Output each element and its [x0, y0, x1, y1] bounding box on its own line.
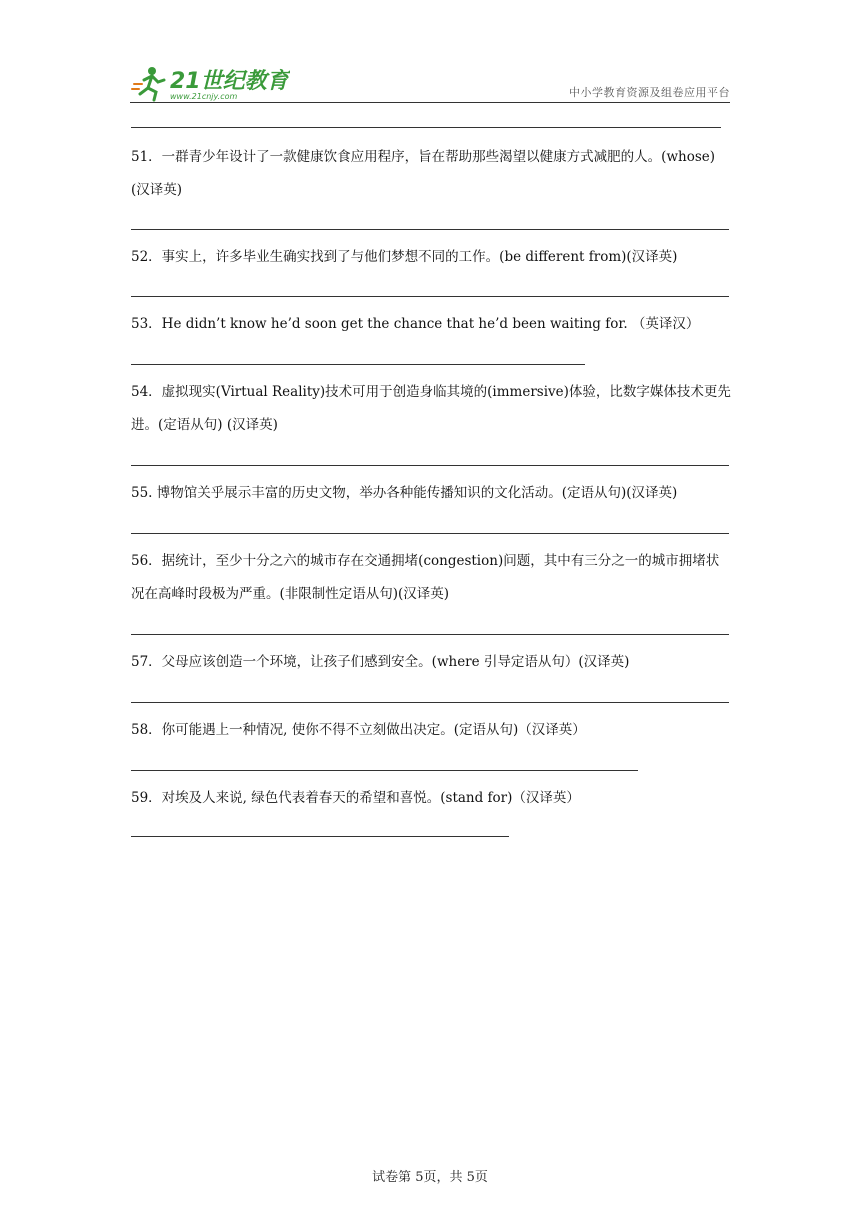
page-header [130, 62, 730, 104]
question-59: 59．对埃及人来说, 绿色代表着春天的希望和喜悦。(stand for)（汉译英） [131, 790, 580, 806]
question-54: 54．虚拟现实(Virtual Reality)技术可用于创造身临其境的(immersive)体验，比数字媒体技术更先进。(定语从句) (汉译英) [131, 384, 731, 433]
answer-line [131, 836, 509, 837]
question-53: 53．He didn’t know he’d soon get the chance that he’d been waiting for. （英译汉） [131, 316, 700, 332]
answer-line [131, 364, 585, 365]
question-58: 58．你可能遇上一种情况, 使你不得不立刻做出决定。(定语从句)（汉译英） [131, 722, 586, 738]
question-51: 51．一群青少年设计了一款健康饮食应用程序，旨在帮助那些渴望以健康方式减肥的人。(whose)(汉译英) [131, 149, 716, 198]
answer-line [131, 229, 729, 230]
platform-name: 中小学教育资源及组卷应用平台 [569, 86, 730, 99]
answer-line [131, 533, 729, 534]
logo-text: 21世纪教育 [170, 69, 289, 94]
logo-url: www.21cnjy.com [170, 92, 238, 101]
answer-line [131, 465, 729, 466]
answer-line [131, 634, 729, 635]
question-57: 57．父母应该创造一个环境，让孩子们感到安全。(where 引导定语从句）(汉译英) [131, 654, 630, 670]
runner-logo-icon [130, 62, 290, 102]
header-divider [130, 102, 730, 103]
answer-line [131, 702, 729, 703]
question-52: 52．事实上，许多毕业生确实找到了与他们梦想不同的工作。(be different from)(汉译英) [131, 249, 678, 265]
question-56: 56．据统计，至少十分之六的城市存在交通拥堵(congestion)问题，其中有三分之一的城市拥堵状况在高峰时段极为严重。(非限制性定语从句)(汉译英) [131, 553, 720, 602]
page-footer: 试卷第 5页，共 5页 [372, 1170, 488, 1185]
answer-line [131, 770, 638, 771]
logo [130, 62, 290, 102]
answer-line [131, 127, 721, 128]
question-55: 55. 博物馆关乎展示丰富的历史文物，举办各种能传播知识的文化活动。(定语从句)(汉译英) [131, 485, 678, 501]
answer-line [131, 296, 729, 297]
